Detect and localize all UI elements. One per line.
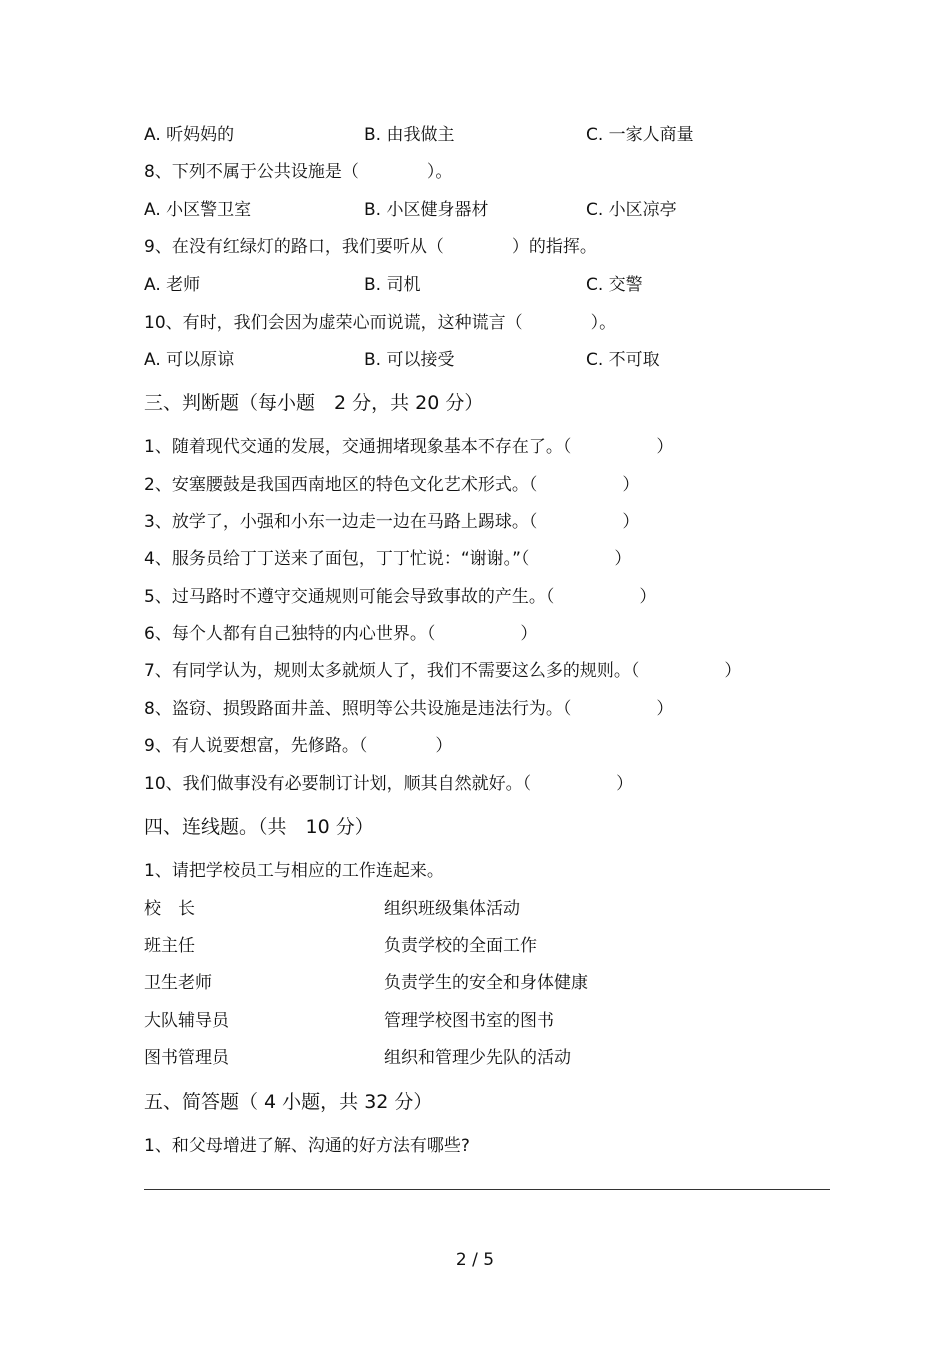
judgment-item: 2、安塞腰鼓是我国西南地区的特色文化艺术形式。（ ） [144, 475, 640, 495]
judgment-item: 8、盗窃、损毁路面井盖、照明等公共设施是违法行为。（ ） [144, 699, 674, 719]
question-10: 10、有时，我们会因为虚荣心而说谎，这种谎言（ ）。 [144, 313, 617, 333]
section-3-title: 三、判断题（每小题 2 分，共 20 分） [144, 392, 484, 414]
answer-line [144, 1189, 830, 1190]
q8-option-b: B. 小区健身器材 [364, 200, 489, 220]
match-left-item: 卫生老师 [144, 973, 212, 993]
q10-option-a: A. 可以原谅 [144, 350, 235, 370]
q10-option-c: C. 不可取 [586, 350, 660, 370]
judgment-item: 6、每个人都有自己独特的内心世界。（ ） [144, 624, 538, 644]
judgment-item: 9、有人说要想富，先修路。（ ） [144, 736, 453, 756]
q8-option-c: C. 小区凉亭 [586, 200, 677, 220]
section-4-title: 四、连线题。（共 10 分） [144, 816, 374, 838]
question-9: 9、在没有红绿灯的路口，我们要听从（ ）的指挥。 [144, 237, 597, 257]
q7-option-c: C. 一家人商量 [586, 125, 694, 145]
judgment-item: 5、过马路时不遵守交通规则可能会导致事故的产生。（ ） [144, 587, 657, 607]
section-5-title: 五、简答题（ 4 小题，共 32 分） [144, 1091, 433, 1113]
q7-option-a: A. 听妈妈的 [144, 125, 235, 145]
judgment-item: 7、有同学认为，规则太多就烦人了，我们不需要这么多的规则。（ ） [144, 661, 742, 681]
match-left-item: 图书管理员 [144, 1048, 229, 1068]
q7-option-b: B. 由我做主 [364, 125, 455, 145]
match-right-item: 负责学校的全面工作 [384, 936, 537, 956]
judgment-item: 1、随着现代交通的发展，交通拥堵现象基本不存在了。（ ） [144, 437, 674, 457]
judgment-item: 4、服务员给丁丁送来了面包，丁丁忙说：“谢谢。”（ ） [144, 549, 632, 569]
q9-option-c: C. 交警 [586, 275, 643, 295]
short-answer-question-1: 1、和父母增进了解、沟通的好方法有哪些? [144, 1136, 470, 1156]
question-8: 8、下列不属于公共设施是（ ）。 [144, 162, 453, 182]
match-left-item: 大队辅导员 [144, 1011, 229, 1031]
q9-option-b: B. 司机 [364, 275, 421, 295]
q9-option-a: A. 老师 [144, 275, 201, 295]
match-right-item: 负责学生的安全和身体健康 [384, 973, 588, 993]
match-right-item: 管理学校图书室的图书 [384, 1011, 554, 1031]
match-left-item: 校 长 [144, 899, 195, 919]
page-number: 2 / 5 [455, 1250, 495, 1270]
q8-option-a: A. 小区警卫室 [144, 200, 252, 220]
judgment-item: 3、放学了，小强和小东一边走一边在马路上踢球。（ ） [144, 512, 640, 532]
match-left-item: 班主任 [144, 936, 195, 956]
q10-option-b: B. 可以接受 [364, 350, 455, 370]
match-right-item: 组织和管理少先队的活动 [384, 1048, 571, 1068]
match-right-item: 组织班级集体活动 [384, 899, 520, 919]
judgment-item: 10、我们做事没有必要制订计划，顺其自然就好。（ ） [144, 774, 634, 794]
match-prompt: 1、请把学校员工与相应的工作连起来。 [144, 861, 444, 881]
